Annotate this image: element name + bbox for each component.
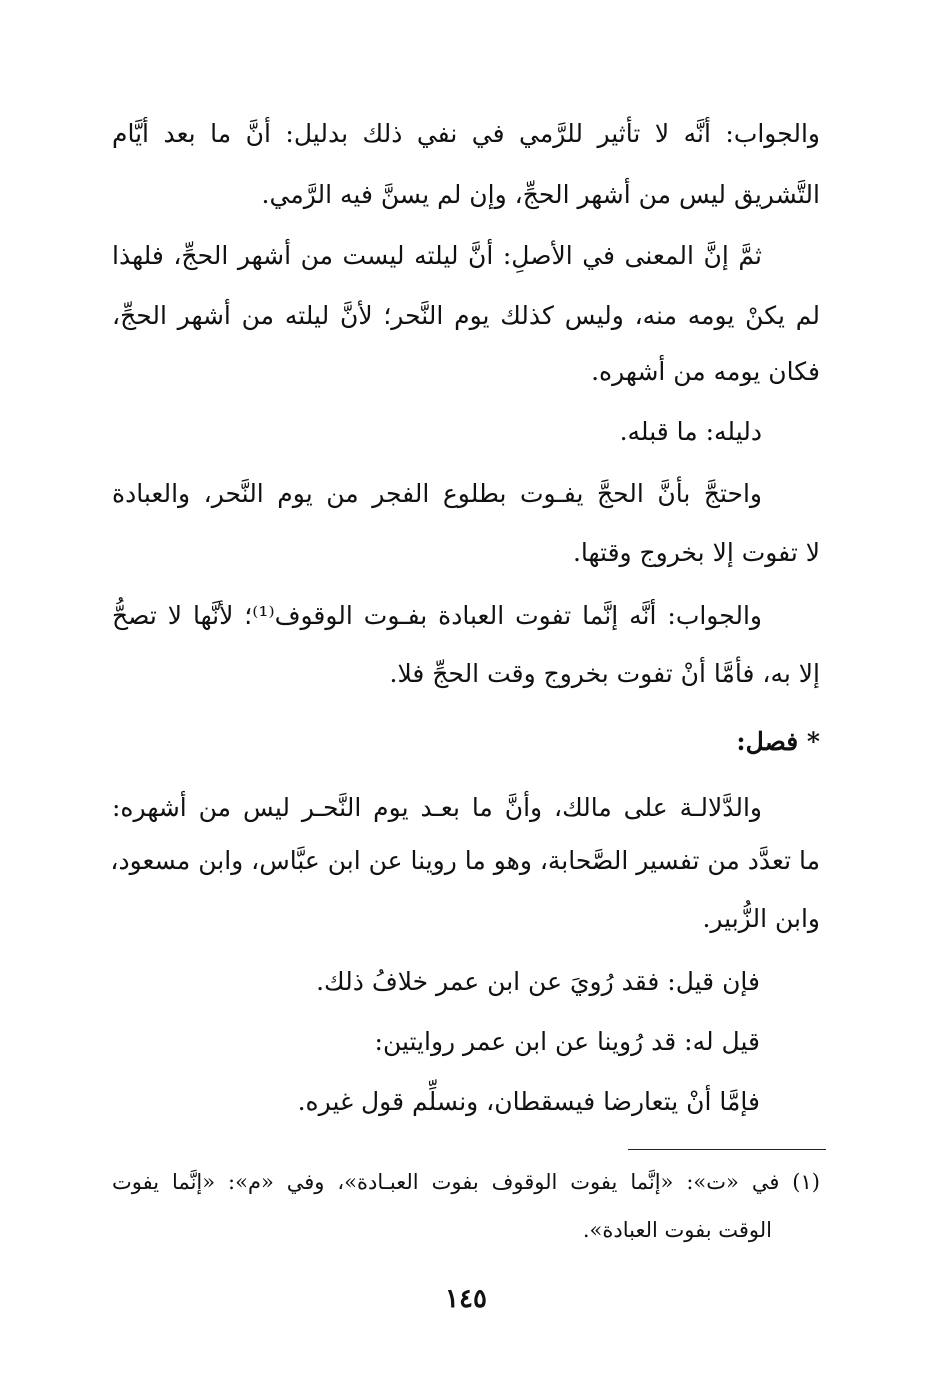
body-line-16: قيل له: قد رُوينا عن ابن عمر روايتين: bbox=[374, 1027, 760, 1056]
body-line-17: فإمَّا أنْ يتعارضا فيسقطان، ونسلِّم قول غيره. bbox=[297, 1087, 760, 1116]
footnote-line-2: الوقت بفوت العبادة». bbox=[582, 1218, 772, 1242]
footnote-divider bbox=[628, 1149, 826, 1150]
body-line-4: لم يكنْ يومه منه، وليس كذلك يوم النَّحر؛ لأنَّ ليلته من أشهر الحجِّ، bbox=[112, 301, 820, 330]
body-line-2: التَّشريق ليس من أشهر الحجِّ، وإن لم يسنَّ فيه الرَّمي. bbox=[261, 180, 820, 209]
section-heading: * فصل: bbox=[736, 727, 820, 756]
body-line-10: إلا به، فأمَّا أنْ تفوت بخروج وقت الحجِّ فلا. bbox=[389, 659, 820, 688]
body-line-12: والدَّلالـة على مالك، وأنَّ ما بعـد يوم النَّحـر ليس من أشهره: bbox=[112, 793, 762, 822]
body-line-8: لا تفوت إلا بخروج وقتها. bbox=[572, 538, 820, 567]
body-line-15: فإن قيل: فقد رُويَ عن ابن عمر خلافُ ذلك. bbox=[316, 967, 760, 996]
body-line-9: والجواب: أنَّه إنَّما تفوت العبادة بفـوت الوقوف⁽¹⁾؛ لأنَّها لا تصحُّ bbox=[112, 601, 762, 630]
footnote-line-1: (١) في «ت»: «إنَّما يفوت الوقوف بفوت العبـادة»، وفي «م»: «إنَّما يفوت bbox=[112, 1170, 820, 1194]
body-line-7: واحتجَّ بأنَّ الحجَّ يفـوت بطلوع الفجر من يوم النَّحر، والعبادة bbox=[112, 479, 762, 508]
body-line-1: والجواب: أنَّه لا تأثير للرَّمي في نفي ذلك بدليل: أنَّ ما بعد أيَّام bbox=[112, 119, 820, 148]
body-line-14: وابن الزُّبير. bbox=[702, 904, 820, 933]
body-line-13: ما تعدَّد من تفسير الصَّحابة، وهو ما روينا عن ابن عبَّاس، وابن مسعود، bbox=[110, 846, 820, 875]
page-number: ١٤٥ bbox=[445, 1284, 487, 1314]
body-line-6: دليله: ما قبله. bbox=[619, 417, 762, 446]
body-line-3: ثمَّ إنَّ المعنى في الأصلِ: أنَّ ليلته ليست من أشهر الحجِّ، فلهذا bbox=[112, 241, 762, 270]
body-line-5: فكان يومه من أشهره. bbox=[591, 357, 820, 386]
